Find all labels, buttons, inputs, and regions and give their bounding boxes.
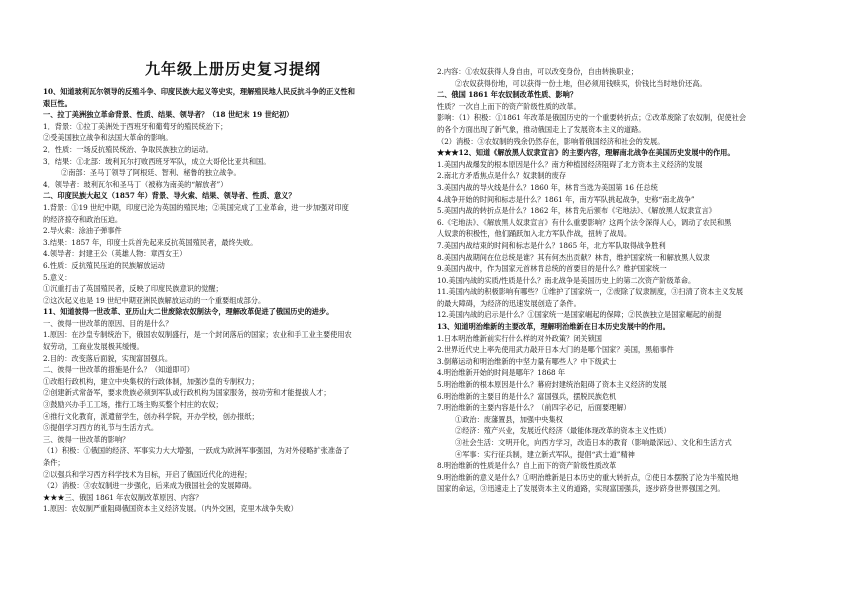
text-line: 的最大障碍，为经济的迅速发展创造了条件。 bbox=[437, 298, 581, 308]
text-line: 11、知道彼得一世改革、亚历山大二世废除农奴制法令，理解改革促进了俄国历史的进步。 bbox=[43, 307, 334, 317]
left-text-block bbox=[43, 86, 423, 515]
text-line: 3.结果：1857 年，印度士兵首先起来反抗英国殖民者，最终失败。 bbox=[43, 237, 258, 247]
text-line: ①改组行政机构，建立中央集权的行政体制，加强沙皇的专制权力； bbox=[43, 376, 259, 386]
text-line: 4.明治维新开始的时间是哪年？1868 年 bbox=[437, 368, 566, 378]
text-line: ②这次起义也是 19 世纪中期亚洲民族解放运动的一个重要组成部分。 bbox=[43, 295, 266, 305]
text-line: 国家的命运，③迅速走上了发展资本主义的道路，实现富国强兵，逐步跻身世界强国之列。 bbox=[437, 484, 725, 494]
text-line: 艰巨性。 bbox=[43, 98, 72, 108]
text-line: 二、彼得一世改革的措施是什么？（知道即可） bbox=[43, 365, 194, 375]
text-line: 10.美国内战的实质/性质是什么？南北战争是美国历史上的第二次资产阶级革命。 bbox=[437, 275, 696, 285]
text-line: ②受美国独立战争和法国大革命的影响。 bbox=[43, 133, 173, 143]
text-line: 5.明治维新的根本原因是什么？幕府封建统治阻碍了资本主义经济的发展 bbox=[437, 380, 667, 390]
text-line: ①沉重打击了英国殖民者，反映了印度民族意识的觉醒； bbox=[43, 284, 223, 294]
text-line: 9.明治维新的意义是什么？①明治维新是日本历史的重大转折点，②使日本摆脱了沦为半殖民地 bbox=[437, 472, 739, 482]
text-line: ②以强兵和学习西方科学技术为目标，开启了俄国近代化的进程； bbox=[43, 469, 252, 479]
text-line: 二、印度民族大起义（1857 年）背景、导火索、结果、领导者、性质、意义？ bbox=[43, 191, 296, 201]
text-line: 1.原因：农奴制严重阻碍俄国资本主义经济发展。（内外交困，克里木战争失败） bbox=[43, 504, 298, 514]
text-line: 11.美国内战的积极影响有哪些？①维护了国家统一，②废除了奴隶制度，③扫清了资本主义发展 bbox=[437, 287, 744, 297]
text-line: ②创建新式常备军，要求贵族必须到军队或行政机构为国家服务，按功劳和才能提拔人才； bbox=[43, 388, 331, 398]
text-line: 8.美国内战期间在位总统是谁？其有何杰出贡献？林肯，维护国家统一和解放黑人奴隶 bbox=[437, 252, 710, 262]
text-line: 性质？一次自上而下的资产阶级性质的改革。 bbox=[437, 101, 581, 111]
text-line: 8.明治维新的性质是什么？自上而下的资产阶级性质改革 bbox=[437, 461, 617, 471]
text-line: 2.南北方矛盾焦点是什么？奴隶制的废存 bbox=[437, 171, 567, 181]
text-line: ①政治：废藩置县，加强中央集权 bbox=[455, 414, 563, 424]
text-line: ②农奴获得份地，可以获得一份土地，但必须用钱赎买，价钱比当时地价还高。 bbox=[455, 78, 707, 88]
text-line: 3.倒幕运动和明治维新的中坚力量有哪些人？中下级武士 bbox=[437, 356, 617, 366]
text-line: 2.世界近代史上率先使用武力敲开日本大门的是哪个国家？美国，黑船事件 bbox=[437, 345, 674, 355]
text-line: 9.美国内战中，作为国家元首林肯总统的首要目的是什么？维护国家统一 bbox=[437, 264, 667, 274]
text-line: 1.背景：①19 世纪中期，印度已沦为英国的殖民地；②英国完成了工业革命，进一步加强对印度 bbox=[43, 202, 349, 212]
text-line: 2．性质：一场反抗殖民统治、争取民族独立的运动。 bbox=[43, 144, 213, 154]
text-line: 2.内容：①农奴获得人身自由，可以改变身份，自由转换职业； bbox=[437, 67, 638, 76]
text-line: 10、知道玻利瓦尔领导的反殖斗争、印度民族大起义等史实，理解殖民地人民反抗斗争的正义性和 bbox=[43, 87, 355, 96]
text-line: 的各个方面出现了新气象，推动俄国走上了发展资本主义的道路。 bbox=[437, 124, 646, 134]
text-line: 13、知道明治维新的主要改革，理解明治维新在日本历史发展中的作用。 bbox=[437, 322, 670, 332]
text-line: ②南部：圣马丁领导了阿根廷、智利、秘鲁的独立战争。 bbox=[61, 168, 241, 178]
text-line: 一、彼得一世改革的原因、目的是什么？ bbox=[43, 318, 173, 328]
text-line: ⑤提倡学习西方的礼节与生活方式。 bbox=[43, 423, 159, 433]
text-line: 4.领导者：封建王公（英雄人物：章西女王） bbox=[43, 249, 187, 259]
text-line: 条件； bbox=[43, 458, 65, 467]
text-line: 5.意义： bbox=[43, 272, 72, 282]
text-line: 影响：（1）积极：①1861 年改革是俄国历史的一个重要转折点；②改革废除了农奴制，促使社会 bbox=[437, 113, 747, 123]
text-line: 6.性质：反抗殖民压迫的民族解放运动 bbox=[43, 260, 165, 270]
text-line: 4．领导者：玻利瓦尔和圣马丁（被称为南美的“解放者”） bbox=[43, 179, 228, 189]
page-title: 九年级上册历史复习提纲 bbox=[144, 60, 321, 78]
right-text-block bbox=[437, 66, 837, 495]
text-line: 3.美国内战的导火线是什么？1860 年，林肯当选为美国第 16 任总统 bbox=[437, 182, 658, 192]
right-column bbox=[437, 66, 837, 495]
text-line: 1．背景：①拉丁美洲处于西班牙和葡萄牙的殖民统治下； bbox=[43, 121, 228, 131]
text-line: 2.目的：改变落后面貌，实现富国强兵。 bbox=[43, 353, 173, 363]
text-line: 人奴隶的积极性，他们踊跃加入北方军队作战，扭转了战局。 bbox=[437, 229, 632, 239]
text-line: ④军事：实行征兵制，建立新式军队，提倡“武士道”精神 bbox=[455, 449, 635, 459]
text-line: 三、彼得一世改革的影响？ bbox=[43, 434, 130, 444]
text-line: （2）消极：③农奴制的残余仍然存在，影响着俄国经济和社会的发展。 bbox=[437, 136, 665, 146]
text-line: 的经济掠夺和政治压迫。 bbox=[43, 214, 123, 224]
text-line: 1.原因：在沙皇专制统治下，俄国农奴制盛行，是一个封闭落后的国家；农业和手工业主要使用农 bbox=[43, 330, 352, 340]
left-column bbox=[43, 60, 423, 515]
text-line: 2.导火索：涂油子弹事件 bbox=[43, 226, 122, 236]
text-line: 6.《宅地法》、《解放黑人奴隶宣言》有什么重要影响？这两个法令深得人心，调动了农民和黑 bbox=[437, 217, 732, 227]
text-line: ③鼓励兴办手工工场，推行工场主购买整个村庄的农奴； bbox=[43, 400, 223, 410]
text-line: ③社会生活：文明开化，向西方学习，改造日本的教育（影响最深远）、文化和生活方式 bbox=[455, 438, 732, 447]
text-line: 1.日本明治维新前实行什么样的对外政策？闭关锁国 bbox=[437, 333, 602, 343]
text-line: （1）积极：①俄国的经济、军事实力大大增强，一跃成为欧洲军事强国，为对外侵略扩张准备了 bbox=[43, 446, 350, 456]
text-line: 一、拉丁美洲独立革命背景、性质、结果、领导者？（18 世纪末 19 世纪初） bbox=[43, 110, 294, 120]
text-line: ④推行文化教育，派遣留学生，创办科学院，开办学校，创办报纸； bbox=[43, 411, 259, 421]
text-line: 5.美国内战的转折点是什么？1862 年，林肯先后颁布《宅地法》、《解放黑人奴隶宣言》 bbox=[437, 206, 716, 216]
text-line: 奴劳动，工商业发展极其缓慢。 bbox=[43, 342, 144, 352]
text-line: 12.美国内战的启示是什么？①国家统一是国家崛起的保障；②民族独立是国家崛起的前提 bbox=[437, 310, 722, 320]
text-line: 3．结果：①北部：玻利瓦尔打败西班牙军队，成立大哥伦比亚共和国。 bbox=[43, 156, 271, 166]
text-line: 6.明治维新的主要目的是什么？富国强兵，摆脱民族危机 bbox=[437, 391, 617, 401]
text-line: 7.明治维新的主要内容是什么？（前四字必记，后面要理解） bbox=[437, 403, 631, 413]
text-line: 4.战争开始的时间和标志是什么？1861 年，南方军队挑起战争，史称“南北战争” bbox=[437, 194, 695, 204]
text-line: （2）消极：③农奴制进一步强化，后来成为俄国社会的发展障碍。 bbox=[43, 481, 257, 491]
text-line: 7.美国内战结束的时间和标志是什么？1865 年，北方军队取得战争胜利 bbox=[437, 240, 666, 250]
text-line: 1.美国内战爆发的根本原因是什么？南方种植园经济阻碍了北方资本主义经济的发展 bbox=[437, 159, 703, 169]
text-line: ★★★12、知道《解放黑人奴隶宣言》的主要内容，理解南北战争在美国历史发展中的作用。 bbox=[437, 148, 735, 158]
text-line: ★★★三、俄国 1861 年农奴制改革原因、内容？ bbox=[43, 492, 203, 502]
text-line: 二、俄国 1861 年农奴制改革性质、影响？ bbox=[437, 90, 578, 100]
text-line: ②经济：殖产兴业，发展近代经济（最能体现改革的资本主义性质） bbox=[455, 426, 671, 436]
